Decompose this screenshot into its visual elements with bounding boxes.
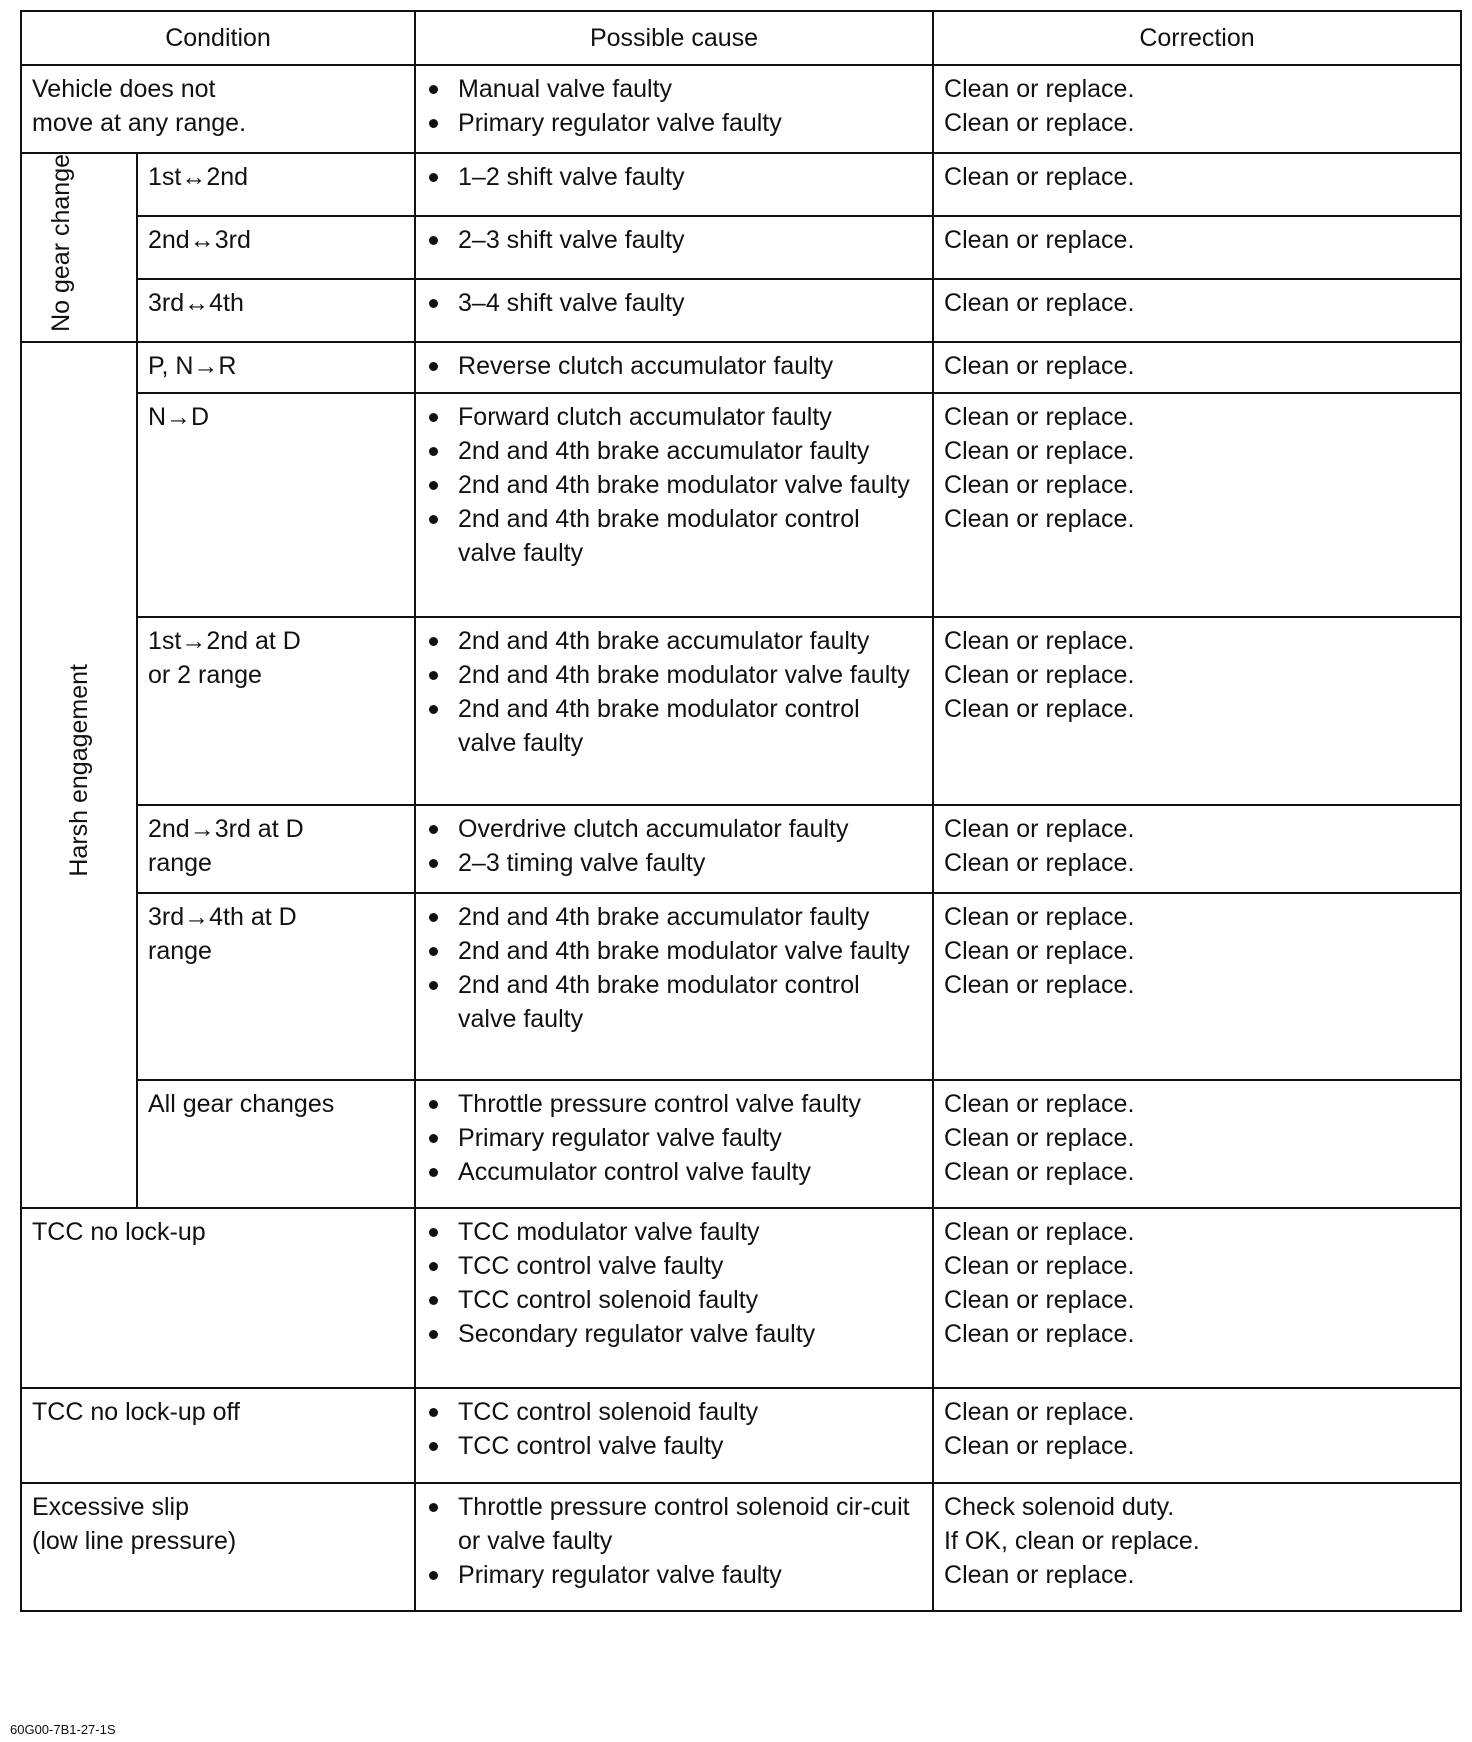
correction-item: Clean or replace. — [944, 225, 1135, 254]
correction-list — [944, 894, 1450, 1036]
condition-cell — [21, 1208, 415, 1388]
cause-list — [426, 1209, 922, 1351]
cause-item: Overdrive clutch accumulator faulty — [426, 812, 922, 846]
cause-item: Primary regulator valve faulty — [426, 1121, 922, 1155]
correction-cell — [933, 805, 1461, 893]
cause-item: 2nd and 4th brake modulator valve faulty — [426, 934, 922, 968]
header-condition: Condition — [21, 11, 415, 65]
cause-item: TCC control valve faulty — [426, 1249, 922, 1283]
correction-item: Clean or replace. — [944, 660, 1135, 689]
condition-cell — [137, 342, 415, 393]
header-possible-cause: Possible cause — [415, 11, 933, 65]
correction-cell — [933, 893, 1461, 1080]
correction-list — [944, 66, 1450, 140]
condition-text: P, N→R — [148, 351, 237, 380]
cause-list — [426, 66, 922, 140]
condition-text: 1st→2nd at D or 2 range — [148, 626, 301, 689]
correction-cell — [933, 1388, 1461, 1483]
cause-list — [426, 1389, 922, 1463]
condition-text: 1st↔2nd — [148, 163, 249, 191]
correction-list — [944, 154, 1450, 194]
correction-item: Clean or replace. — [944, 1157, 1135, 1186]
cause-cell — [415, 279, 933, 342]
cause-item: Primary regulator valve faulty — [426, 106, 922, 140]
condition-text: TCC no lock-up — [32, 1217, 206, 1246]
cause-item: 1–2 shift valve faulty — [426, 160, 922, 194]
cause-item: Accumulator control valve faulty — [426, 1155, 922, 1189]
cause-item: Secondary regulator valve faulty — [426, 1317, 922, 1351]
correction-item: Clean or replace. — [944, 1431, 1135, 1460]
cause-cell — [415, 393, 933, 617]
correction-cell — [933, 216, 1461, 279]
cause-item: Forward clutch accumulator faulty — [426, 400, 922, 434]
cause-cell — [415, 1080, 933, 1208]
correction-item: Clean or replace. — [944, 1319, 1135, 1348]
cause-cell — [415, 1208, 933, 1388]
condition-cell — [137, 279, 415, 342]
cause-list — [426, 154, 922, 194]
cause-item: 2–3 timing valve faulty — [426, 846, 922, 880]
cause-item: TCC modulator valve faulty — [426, 1215, 922, 1249]
table-row — [21, 342, 1461, 393]
correction-list — [944, 1081, 1450, 1189]
cause-item: 2nd and 4th brake accumulator faulty — [426, 624, 922, 658]
correction-list — [944, 618, 1450, 760]
correction-item: Clean or replace. — [944, 694, 1135, 723]
cause-item: Throttle pressure control solenoid cir-cuit or valve faulty — [426, 1490, 922, 1558]
cause-cell — [415, 342, 933, 393]
correction-item: Clean or replace. — [944, 163, 1135, 191]
condition-text: N→D — [148, 402, 210, 431]
cause-list — [426, 343, 922, 383]
cause-item: 2nd and 4th brake accumulator faulty — [426, 900, 922, 934]
table-row — [21, 1388, 1461, 1483]
correction-item: Clean or replace. — [944, 75, 1135, 103]
troubleshooting-table — [20, 10, 1462, 1612]
correction-item: Clean or replace. — [944, 1089, 1135, 1118]
correction-item: Clean or replace. — [944, 109, 1135, 137]
correction-list — [944, 1484, 1450, 1592]
condition-cell — [137, 1080, 415, 1208]
cause-cell — [415, 65, 933, 153]
correction-list — [944, 806, 1450, 880]
correction-cell — [933, 342, 1461, 393]
condition-text: TCC no lock-up off — [32, 1397, 240, 1426]
table-row — [21, 153, 1461, 216]
correction-cell — [933, 1483, 1461, 1611]
correction-list — [944, 343, 1450, 383]
correction-item: Clean or replace. — [944, 1560, 1135, 1589]
cause-cell — [415, 893, 933, 1080]
cause-cell — [415, 805, 933, 893]
document-code: 60G00-7B1-27-1S — [10, 1722, 116, 1737]
correction-cell — [933, 393, 1461, 617]
condition-text: Excessive slip (low line pressure) — [32, 1492, 237, 1555]
correction-cell — [933, 153, 1461, 216]
correction-item: Check solenoid duty. — [944, 1492, 1175, 1521]
cause-list — [426, 1081, 922, 1189]
table-row — [21, 1483, 1461, 1611]
condition-text: 3rd↔4th — [148, 288, 244, 317]
cause-list — [426, 806, 922, 880]
cause-cell — [415, 1483, 933, 1611]
cause-item: 2nd and 4th brake accumulator faulty — [426, 434, 922, 468]
table-row — [21, 805, 1461, 893]
correction-item: Clean or replace. — [944, 402, 1135, 431]
cause-item: 2–3 shift valve faulty — [426, 223, 922, 257]
cause-item: Throttle pressure control valve faulty — [426, 1087, 922, 1121]
header-correction: Correction — [933, 11, 1461, 65]
condition-text: Vehicle does not move at any range. — [32, 75, 247, 137]
cause-item: 2nd and 4th brake modulator control valve faulty — [426, 502, 922, 570]
correction-item: If OK, clean or replace. — [944, 1526, 1200, 1555]
correction-list — [944, 217, 1450, 257]
condition-cell — [21, 1483, 415, 1611]
cause-item: Reverse clutch accumulator faulty — [426, 349, 922, 383]
group-label-text: No gear change — [47, 154, 75, 332]
correction-cell — [933, 279, 1461, 342]
correction-list — [944, 1209, 1450, 1351]
correction-item: Clean or replace. — [944, 902, 1135, 931]
correction-item: Clean or replace. — [944, 970, 1135, 999]
correction-item: Clean or replace. — [944, 504, 1135, 533]
cause-list — [426, 217, 922, 257]
correction-cell — [933, 617, 1461, 805]
cause-item: 2nd and 4th brake modulator control valve faulty — [426, 692, 922, 760]
cause-list — [426, 618, 922, 760]
correction-list — [944, 1389, 1450, 1463]
cause-item: 2nd and 4th brake modulator valve faulty — [426, 658, 922, 692]
correction-item: Clean or replace. — [944, 288, 1135, 317]
group-label-no-gear-change — [21, 153, 137, 342]
correction-item: Clean or replace. — [944, 1123, 1135, 1152]
cause-item: TCC control solenoid faulty — [426, 1283, 922, 1317]
correction-item: Clean or replace. — [944, 814, 1135, 843]
condition-text: 2nd↔3rd — [148, 225, 251, 254]
correction-item: Clean or replace. — [944, 1251, 1135, 1280]
condition-cell — [21, 65, 415, 153]
table-row — [21, 617, 1461, 805]
condition-text: 3rd→4th at D range — [148, 902, 297, 965]
group-label-harsh-engagement — [21, 342, 137, 1208]
cause-list — [426, 1484, 922, 1592]
group-label-text: Harsh engagement — [65, 664, 93, 877]
header-row — [21, 11, 1461, 65]
cause-cell — [415, 216, 933, 279]
cause-cell — [415, 617, 933, 805]
correction-list — [944, 280, 1450, 320]
correction-cell — [933, 65, 1461, 153]
table-row — [21, 893, 1461, 1080]
table-row — [21, 393, 1461, 617]
cause-cell — [415, 1388, 933, 1483]
cause-cell — [415, 153, 933, 216]
condition-cell — [137, 153, 415, 216]
correction-item: Clean or replace. — [944, 1397, 1135, 1426]
cause-list — [426, 894, 922, 1036]
condition-cell — [137, 617, 415, 805]
cause-item: Primary regulator valve faulty — [426, 1558, 922, 1592]
correction-item: Clean or replace. — [944, 351, 1135, 380]
cause-list — [426, 280, 922, 320]
cause-item: 2nd and 4th brake modulator valve faulty — [426, 468, 922, 502]
cause-list — [426, 394, 922, 570]
correction-cell — [933, 1080, 1461, 1208]
cause-item: 3–4 shift valve faulty — [426, 286, 922, 320]
table-row — [21, 216, 1461, 279]
condition-cell — [21, 1388, 415, 1483]
correction-item: Clean or replace. — [944, 936, 1135, 965]
cause-item: TCC control valve faulty — [426, 1429, 922, 1463]
condition-text: 2nd→3rd at D range — [148, 814, 304, 877]
cause-item: TCC control solenoid faulty — [426, 1395, 922, 1429]
correction-item: Clean or replace. — [944, 626, 1135, 655]
cause-item: 2nd and 4th brake modulator control valve faulty — [426, 968, 922, 1036]
condition-text: All gear changes — [148, 1089, 335, 1118]
condition-cell — [137, 393, 415, 617]
table-row — [21, 279, 1461, 342]
cause-item: Manual valve faulty — [426, 72, 922, 106]
correction-item: Clean or replace. — [944, 436, 1135, 465]
condition-cell — [137, 893, 415, 1080]
correction-item: Clean or replace. — [944, 1217, 1135, 1246]
table-row — [21, 65, 1461, 153]
condition-cell — [137, 216, 415, 279]
correction-item: Clean or replace. — [944, 848, 1135, 877]
table-row — [21, 1208, 1461, 1388]
correction-list — [944, 394, 1450, 570]
condition-cell — [137, 805, 415, 893]
correction-cell — [933, 1208, 1461, 1388]
correction-item: Clean or replace. — [944, 1285, 1135, 1314]
correction-item: Clean or replace. — [944, 470, 1135, 499]
table-row — [21, 1080, 1461, 1208]
